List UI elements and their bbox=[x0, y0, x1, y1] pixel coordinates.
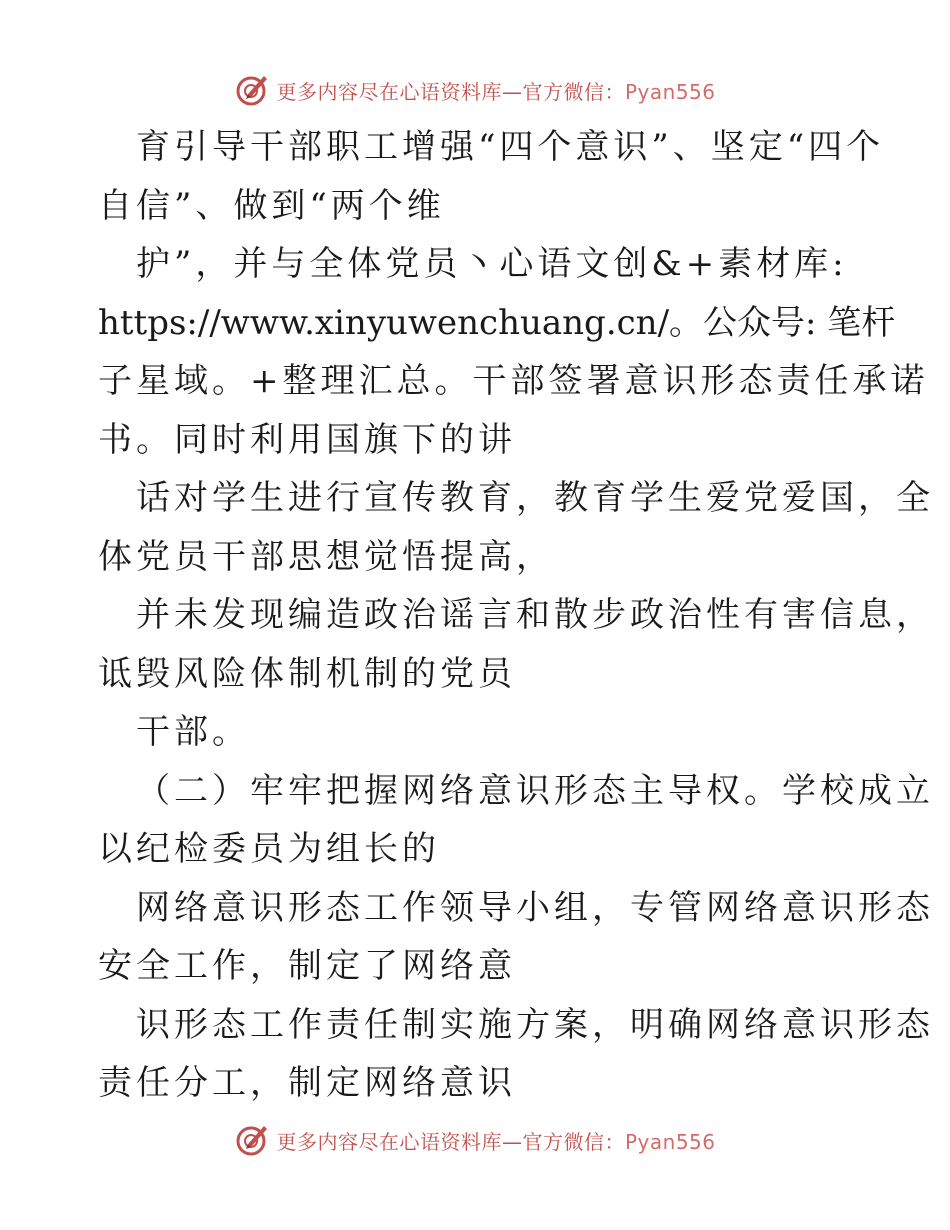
text-line: 并未发现编造政治谣言和散步政治性有害信息， bbox=[136, 595, 934, 635]
text-line: https://www.xinyuwenchuang.cn/。公众号: 笔杆 bbox=[98, 302, 896, 343]
document-body bbox=[98, 118, 934, 1113]
text-line: 诋毁风险体制机制的党员 bbox=[98, 653, 516, 694]
header-watermark bbox=[0, 70, 950, 110]
watermark-text: 更多内容尽在心语资料库—官方微信：Pyan556 bbox=[276, 79, 716, 104]
text-line: 以纪检委员为组长的 bbox=[98, 829, 440, 869]
wechat-account: Pyan556 bbox=[624, 79, 716, 104]
text-line: 责任分工，制定网络意识 bbox=[98, 1063, 516, 1103]
brush-logo-icon bbox=[234, 72, 270, 108]
brush-logo-icon bbox=[234, 1122, 270, 1158]
text-line: 书。同时利用国旗下的讲 bbox=[98, 419, 516, 460]
text-line: 网络意识形态工作领导小组，专管网络意识形态 bbox=[136, 887, 934, 928]
text-line: 识形态工作责任制实施方案，明确网络意识形态 bbox=[136, 1004, 934, 1045]
footer-watermark bbox=[0, 1120, 950, 1160]
text-line: 护”，并与全体党员丶心语文创&+素材库: bbox=[136, 244, 848, 284]
text-line: 干部。 bbox=[136, 712, 250, 752]
text-line: （二）牢牢把握网络意识形态主导权。学校成立 bbox=[136, 770, 934, 811]
text-line: 话对学生进行宣传教育，教育学生爱党爱国，全 bbox=[136, 478, 934, 518]
wechat-account: Pyan556 bbox=[624, 1129, 716, 1154]
text-line: 自信”、做到“两个维 bbox=[98, 185, 445, 226]
text-line: 安全工作，制定了网络意 bbox=[98, 946, 516, 986]
text-line: 子星域。+整理汇总。干部签署意识形态责任承诺 bbox=[98, 361, 929, 401]
watermark-text: 更多内容尽在心语资料库—官方微信：Pyan556 bbox=[276, 1129, 716, 1154]
text-line: 体党员干部思想觉悟提高， bbox=[98, 536, 554, 577]
text-line: 育引导干部职工增强“四个意识”、坚定“四个 bbox=[136, 127, 885, 167]
